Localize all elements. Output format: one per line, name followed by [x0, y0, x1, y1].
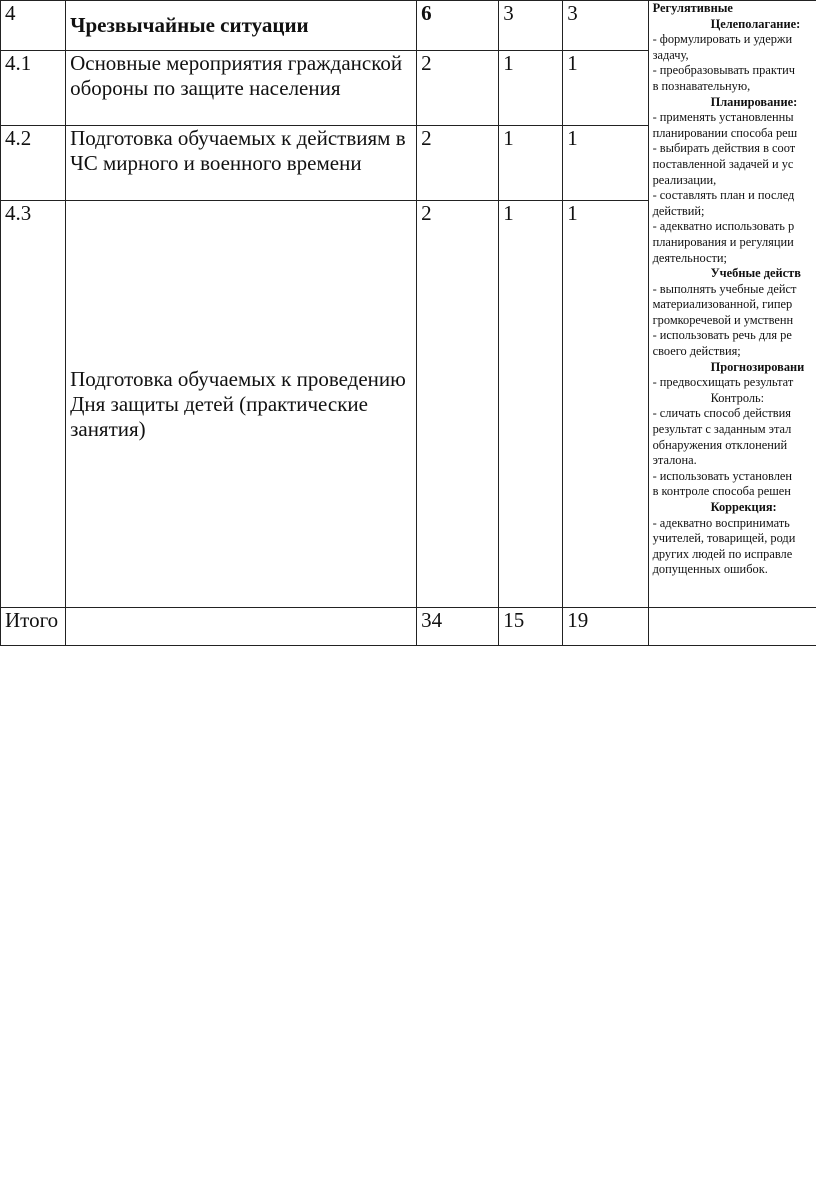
total-hours-theory: 15 — [499, 608, 563, 646]
total-row — [1, 608, 816, 646]
uud-forecast-heading: Прогнозировани — [710, 359, 805, 374]
row-number: 4.2 — [1, 126, 66, 201]
uud-line: громкоречевой и умственн — [652, 312, 794, 327]
total-empty-cell — [66, 608, 417, 646]
uud-heading: Регулятивные — [652, 1, 733, 15]
uud-line: обнаружения отклонений — [652, 437, 788, 452]
uud-line: - сличать способ действия — [652, 406, 791, 421]
uud-line: других людей по исправле — [652, 546, 793, 561]
row-hours-total: 2 — [417, 51, 499, 126]
total-label: Итого — [1, 608, 66, 646]
uud-line: планировании способа реш — [652, 125, 798, 140]
uud-line: допущенных ошибок. — [652, 562, 768, 577]
row-hours-theory: 1 — [499, 201, 563, 608]
uud-line: - выбирать действия в соот — [652, 141, 796, 156]
uud-line: - преобразовывать практич — [652, 63, 796, 78]
uud-control-heading: Контроль: — [710, 390, 765, 405]
uud-line: материализованной, гипер — [652, 297, 793, 312]
row-number: 4.1 — [1, 51, 66, 126]
uud-line: - использовать установлен — [652, 468, 793, 483]
section-hours-total: 6 — [417, 1, 499, 51]
section-hours-theory: 3 — [499, 1, 563, 51]
uud-line: в контроле способа решен — [652, 484, 791, 499]
total-hours-total: 34 — [417, 608, 499, 646]
uud-learn-heading: Учебные действ — [710, 266, 801, 281]
uud-line: действий; — [652, 203, 705, 218]
total-uud-empty-cell — [648, 608, 816, 646]
row-hours-total: 2 — [417, 126, 499, 201]
row-number: 4.3 — [1, 201, 66, 608]
row-hours-theory: 1 — [499, 126, 563, 201]
uud-line: в познавательную, — [652, 78, 751, 93]
row-title: Основные мероприятия гражданской обороны по защите населения — [66, 51, 417, 126]
uud-cell — [648, 1, 816, 608]
section-title: Чрезвычайные ситуации — [70, 13, 309, 37]
section-hours-practice: 3 — [563, 1, 648, 51]
uud-line: деятельности; — [652, 250, 727, 265]
uud-plan-heading: Планирование: — [710, 94, 798, 109]
uud-line: - применять установленны — [652, 110, 794, 125]
uud-line: результат с заданным этал — [652, 422, 792, 437]
uud-line: - формулировать и удержи — [652, 32, 793, 47]
uud-forecast-list — [653, 375, 816, 391]
row-title: Подготовка обучаемых к проведению Дня защиты детей (практические занятия) — [66, 201, 417, 608]
uud-goal-list — [653, 32, 816, 94]
section-row — [1, 1, 816, 51]
uud-line: - составлять план и послед — [652, 188, 795, 203]
row-hours-practice: 1 — [563, 126, 648, 201]
uud-goal-heading: Целеполагание: — [710, 16, 801, 31]
row-hours-practice: 1 — [563, 51, 648, 126]
uud-text — [653, 1, 816, 578]
uud-plan-list — [653, 110, 816, 266]
total-hours-practice: 19 — [563, 608, 648, 646]
row-title: Подготовка обучаемых к действиям в ЧС мирного и военного времени — [66, 126, 417, 201]
uud-correction-heading: Коррекция: — [710, 500, 777, 514]
uud-line: реализации, — [652, 172, 717, 187]
uud-line: поставленной задачей и ус — [652, 156, 794, 171]
row-hours-total: 2 — [417, 201, 499, 608]
uud-line: - адекватно воспринимать — [652, 515, 790, 530]
uud-line: учителей, товарищей, роди — [652, 531, 796, 546]
uud-line: своего действия; — [652, 344, 741, 359]
section-number: 4 — [1, 1, 66, 51]
uud-line: планирования и регуляции — [652, 234, 794, 249]
uud-line: - использовать речь для ре — [652, 328, 792, 343]
row-hours-theory: 1 — [499, 51, 563, 126]
uud-control-list — [653, 406, 816, 500]
uud-line: задачу, — [652, 47, 689, 62]
uud-line: - адекватно использовать р — [652, 219, 795, 234]
uud-line: - предвосхищать результат — [652, 375, 794, 390]
row-hours-practice: 1 — [563, 201, 648, 608]
uud-line: - выполнять учебные дейст — [652, 281, 797, 296]
uud-correction-list — [653, 516, 816, 578]
uud-learn-list — [653, 282, 816, 360]
uud-line: эталона. — [652, 453, 697, 468]
